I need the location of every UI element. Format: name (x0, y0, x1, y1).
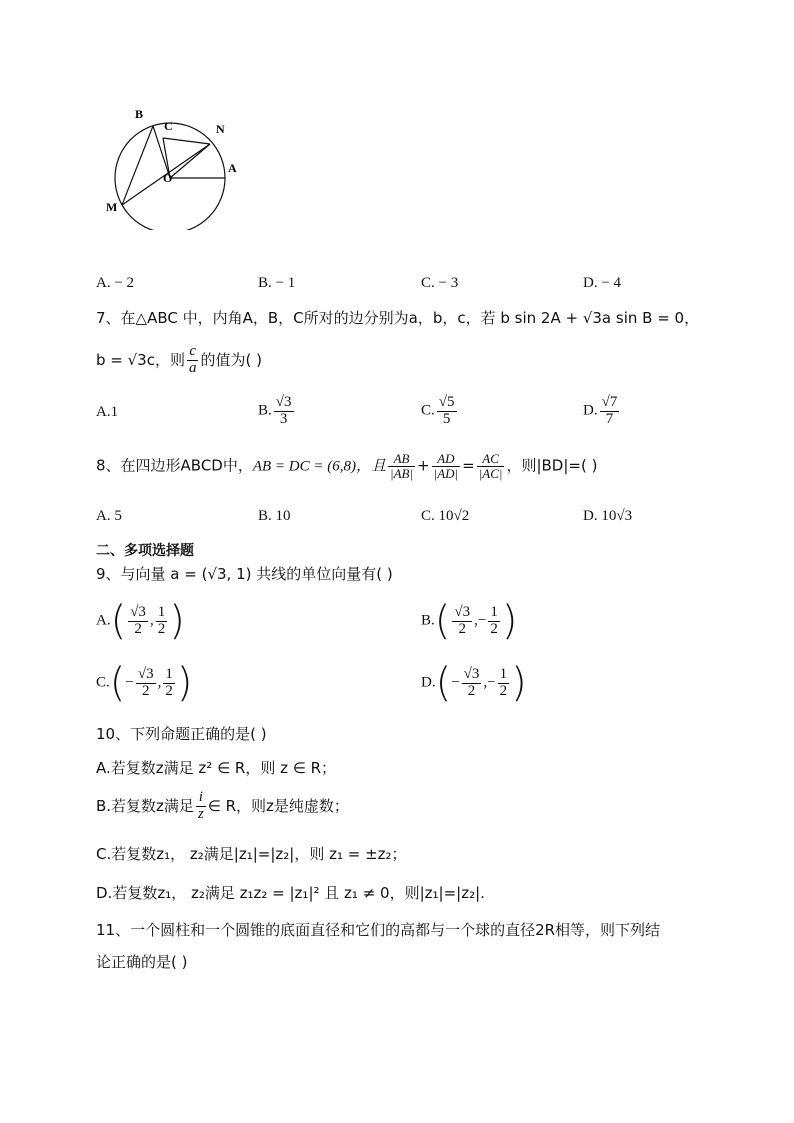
q7-option-a: A.1 (96, 404, 119, 420)
q10-stem: 10、下列命题正确的是( ) (96, 725, 267, 743)
q7-question: 的值为( ) (200, 350, 262, 369)
q6-option-d: D. − 4 (583, 275, 622, 291)
q7-stem-line2 (96, 344, 262, 377)
q9-option-a: A.( $\frac{√3}{2}$ , $\frac{1}{2}$ ) (96, 598, 185, 644)
q9-option-d: D.(− $\frac{√3}{2}$ ,− $\frac{1}{2}$ ) (421, 660, 527, 706)
q8-option-d: D. 10√3 (583, 508, 633, 524)
circle-diagram (100, 100, 260, 230)
q7-stem-line1: 7、在△ABC 中，内角A，B，C所对的边分别为a，b，c，若 b sin 2A + √3a sin B = 0， (96, 309, 700, 327)
q10-option-d: D.若复数z₁， z₂满足 z₁z₂ = |z₁|² 且 z₁ ≠ 0，则|z₁|=|z₂|. (96, 884, 485, 902)
segment-ON (170, 144, 210, 178)
q7-option-c: C. $\frac{√5}{5}$ (421, 394, 455, 427)
q8-option-c: C. 10√2 (421, 508, 470, 524)
q9-option-c: C.(− $\frac{√3}{2}$ , $\frac{1}{2}$ ) (96, 660, 193, 706)
q8-option-a: A. 5 (96, 508, 122, 524)
q6-option-c: C. − 3 (421, 275, 459, 291)
label-M: M (106, 200, 118, 214)
q10-option-a: A.若复数z满足 z² ∈ R，则 z ∈ R； (96, 759, 336, 777)
label-O: O (163, 171, 173, 185)
segment-MB (122, 126, 153, 205)
q11-stem-line1: 11、一个圆柱和一个圆锥的底面直径和它们的高都与一个球的直径2R相等，则下列结 (96, 921, 661, 939)
q8-stem: 8、在四边形ABCD中，AB = DC = (6,8)，且 $\frac{AB}{|AB|}$ + $\frac{AD}{|AD|}$ = $\frac{AC}{|AC|}$ ，则|BD|=( ) (96, 451, 598, 481)
q7-fraction: $\frac{c}{a}$ (188, 343, 197, 376)
q8-option-b: B. 10 (258, 508, 291, 524)
q9-stem: 9、与向量 a = (√3, 1) 共线的单位向量有( ) (96, 565, 393, 583)
q11-stem-line2: 论正确的是( ) (96, 953, 188, 971)
label-B: B (135, 107, 144, 121)
q9-option-b: B.( $\frac{√3}{2}$ ,− $\frac{1}{2}$ ) (421, 598, 518, 644)
label-A: A (228, 161, 237, 175)
q7-condition: b = √3c，则 (96, 350, 185, 369)
q6-option-a: A. − 2 (96, 275, 135, 291)
q7-option-b: B. $\frac{√3}{3}$ (258, 394, 292, 427)
section-heading: 二、多项选择题 (96, 543, 194, 559)
label-N: N (216, 122, 225, 136)
q10-option-c: C.若复数z₁， z₂满足|z₁|=|z₂|，则 z₁ = ±z₂； (96, 845, 407, 863)
segment-CN (163, 138, 210, 144)
q7-option-d: D. $\frac{√7}{7}$ (583, 394, 618, 427)
q6-option-b: B. − 1 (258, 275, 296, 291)
label-C: C (164, 119, 173, 133)
q10-option-b: B.若复数z满足 $\frac{i}{z}$ ∈ R，则z是纯虚数； (96, 789, 349, 822)
